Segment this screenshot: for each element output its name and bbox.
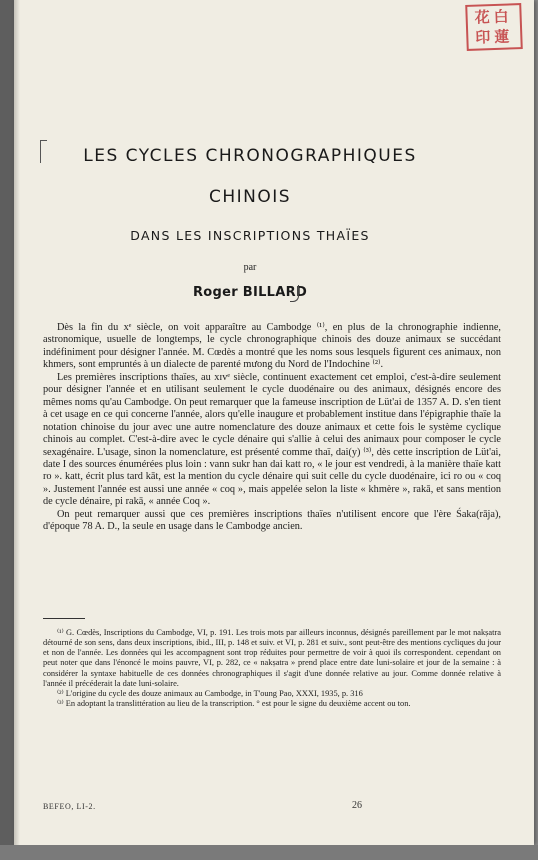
paragraph-1: Dès la fin du xᵉ siècle, on voit apparaître au Cambodge ⁽¹⁾, en plus de la chronographie indienne, astronomique, usuelle de longtemps, le cycle chronographique chinois des douze animaux se succédant indéfiniment pour désigner l'année. M. Cœdès a montré que les noms sous lesquels figurent ces animaux, non khmers, sont empruntés à un dialecte de parenté mưong du Nord de l'Indochine ⁽²⁾. — [43, 322, 501, 371]
page-bottom-edge — [0, 845, 538, 860]
book-spine-shadow — [0, 0, 14, 860]
footnote-3: ⁽³⁾ En adoptant la translittération au lieu de la transcription. ° est pour le signe du deuxième accent ou ton. — [57, 699, 411, 709]
title-line-1: LES CYCLES CHRONOGRAPHIQUES — [83, 146, 417, 166]
footnote-2: ⁽²⁾ L'origine du cycle des douze animaux au Cambodge, in T'oung Pao, XXXI, 1935, p. 316 — [57, 688, 363, 698]
footnote-divider — [43, 618, 85, 619]
article-body — [43, 322, 501, 534]
subtitle: DANS LES INSCRIPTIONS THAÏES — [130, 228, 370, 243]
journal-reference: BEFEO, LI-2. — [43, 802, 96, 811]
red-seal-stamp: 花白 印蓮 — [465, 3, 523, 51]
page-number: 26 — [352, 800, 362, 811]
pencil-mark-author — [290, 285, 299, 302]
author-name: Roger BILLARD — [192, 285, 308, 300]
byline-par: par — [243, 262, 257, 273]
paragraph-2: Les premières inscriptions thaïes, au xɪᴠᵉ siècle, continuent exactement cet emploi, c'est-à-dire seulement pour désigner l'année et en utilisant seulement le cycle duodénaire ou des animaux, désignés encore des mêmes noms qu'au Cambodge. On peut remarquer que la fameuse inscription de Lüt'ai de 1357 A. D. s'en tient à cet usage en ce qui concerne l'année, alors qu'elle inaugure et probablement institue dans l'épigraphie thaïe la notation chinoise du jour avec une autre nomenclature des douze animaux et cette fois le système cyclique chinois au complet. C'est-à-dire avec le cycle dénaire qui s'allie à celui des animaux pour composer le cycle sexagénaire. L'usage, sinon la nomenclature, est présenté comme thaï, dai(y) ⁽³⁾, dès cette inscription de Lüt'ai, date I des sources énumérées plus loin : vann sukr han dai katt ro, « le jour est vendredi, à la manière thaïe katt ro ». katt, écrit plus tard kāt, est la mention du cycle dénaire qui suit celle du cycle duodénaire, ici ro ou « coq ». Justement l'année est aussi une année « coq », mais appelée selon la liste « khmère », rakā, et sans mention de cycle dénaire, pi rakā, « année Coq ». — [43, 371, 501, 508]
title-line-2: CHINOIS — [208, 187, 292, 207]
footnote-1: ⁽¹⁾ G. Cœdès, Inscriptions du Cambodge, VI, p. 191. Les trois mots par ailleurs inconnus, désignés pareillement par le mot nakṣatra détourné de son sens, dans deux inscriptions, ibid., III, p. 148 et suiv. et VI, p. 281 et suiv., sont peut-être des mentions cycliques du jour et non de l'année. Les données qui les accompagnent sont trop réduites pour permettre de voir à quoi ils correspondent. cependant on peut noter que dans l'énoncé le moins pauvre, VI, p. 282, ce « nakṣatra » prend place entre date luni-solaire et jour de la semaine : à considérer la syntaxe habituelle de ces données chronographiques il s'agit d'une donnée relative au jour. Comme donnée relative à l'année il précéderait la date luni-solaire. — [43, 628, 501, 688]
paragraph-3: On peut remarquer aussi que ces premières inscriptions thaïes n'utilisent encore que l'ère Śaka(rāja), d'époque 78 A. D., la seule en usage dans le Cambodge ancien. — [43, 508, 501, 533]
footnotes — [43, 628, 501, 709]
